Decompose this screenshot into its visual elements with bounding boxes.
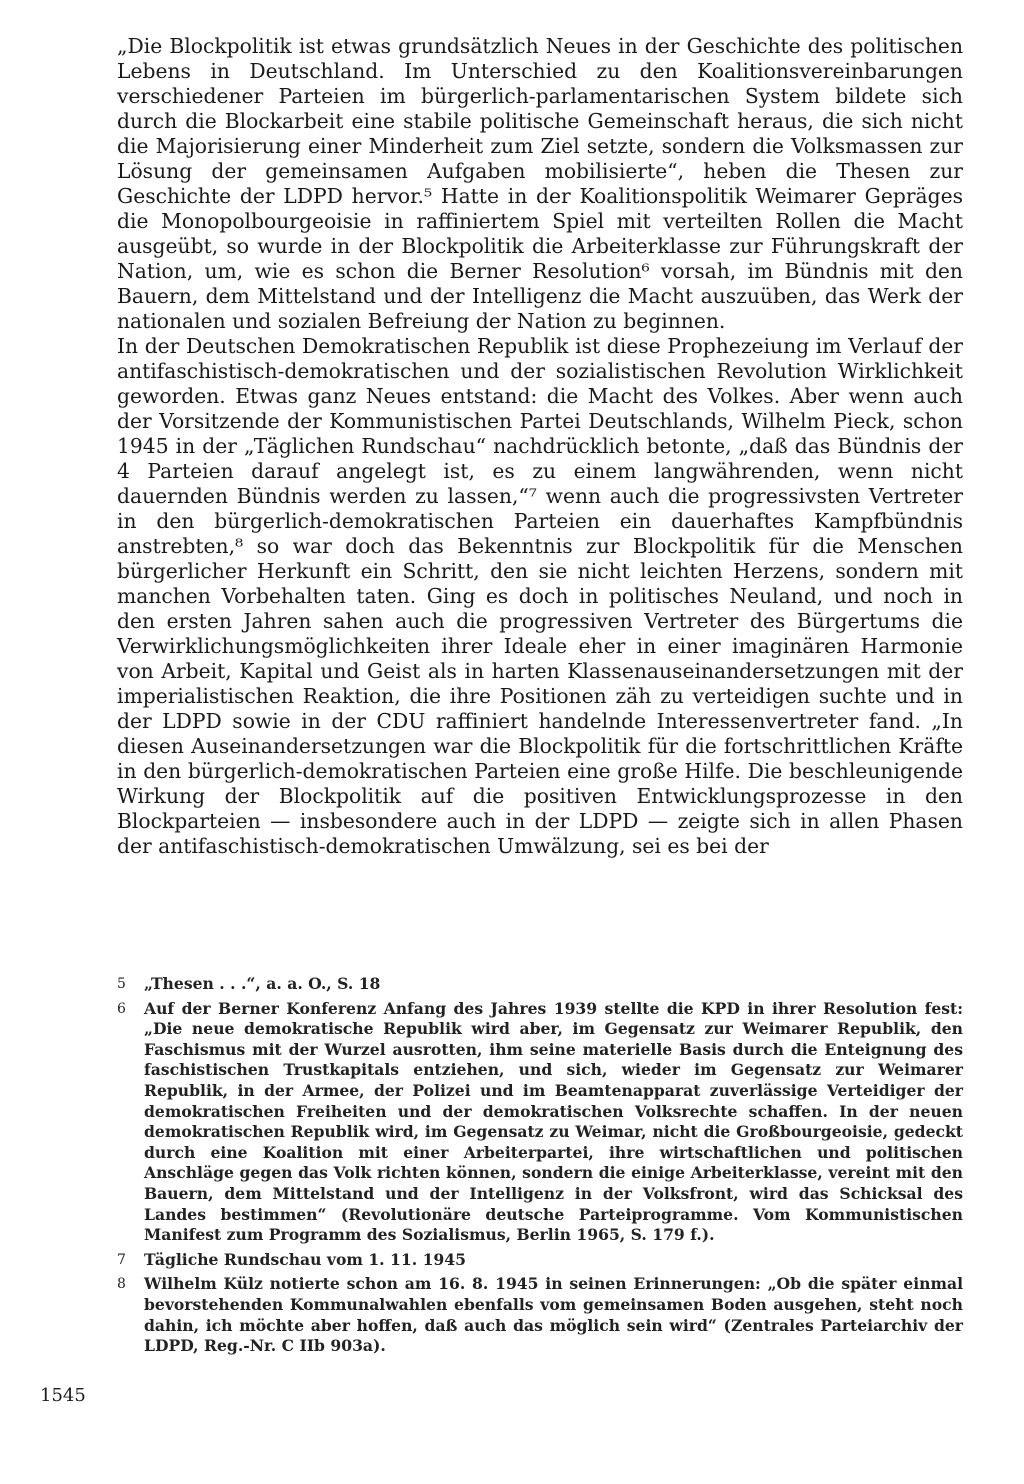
footnote-number: 7	[117, 1251, 126, 1268]
footnote-6	[117, 999, 963, 1246]
footnote-8	[117, 1274, 963, 1356]
main-text	[117, 34, 963, 859]
paragraph-1: „Die Blockpolitik ist etwas grundsätzlich Neues in der Geschichte des politischen Lebens in Deutschland. Im Unterschied zu den Koalitionsvereinbarungen verschiedener Parteien im bürgerlich-parlamentarischen System bildete sich durch die Blockarbeit eine stabile politische Gemeinschaft heraus, die sich nicht die Majorisierung einer Minderheit zum Ziel setzte, sondern die Volksmassen zur Lösung der gemeinsamen Aufgaben mobilisierte“, heben die Thesen zur Geschichte der LDPD hervor.⁵ Hatte in der Koalitionspolitik Weimarer Gepräges die Monopolbourgeoisie in raffiniertem Spiel mit verteilten Rollen die Macht ausgeübt, so wurde in der Blockpolitik die Arbeiterklasse zur Führungskraft der Nation, um, wie es schon die Berner Resolution⁶ vorsah, im Bündnis mit den Bauern, dem Mittelstand und der Intelligenz die Macht auszuüben, das Werk der nationalen und sozialen Befreiung der Nation zu beginnen.	[117, 34, 963, 333]
footnote-text: Tägliche Rundschau vom 1. 11. 1945	[144, 1249, 466, 1269]
footnote-text: Auf der Berner Konferenz Anfang des Jahres 1939 stellte die KPD in ihrer Resolution fest: „Die neue demokratische Republik wird aber, im Gegensatz zur Weimarer Republik, den Faschismus mit der Wurzel ausrotten, ihm seine materielle Basis durch die Enteignung des faschistischen Trustkapitals entziehen, und sich, wieder im Gegensatz zur Weimarer Republik, in der Armee, der Polizei und im Beamtenapparat zuverlässige Verteidiger der demokratischen Freiheiten und der demokratischen Volksrechte schaffen. In der neuen demokratischen Republik wird, im Gegensatz zu Weimar, nicht die Großbourgeoisie, gedeckt durch eine Koalition mit einer Arbeiterpartei, ihre wirtschaftlichen und politischen Anschläge gegen das Volk richten können, sondern die einige Arbeiterklasse, vereint mit den Bauern, dem Mittelstand und der Intelligenz in der Volksfront, wird das Schicksal des Landes bestimmen“ (Revolutionäre deutsche Parteiprogramme. Vom Kommunistischen Manifest zum Programm des Sozialismus, Berlin 1965, S. 179 f.).	[144, 998, 963, 1245]
footnotes	[117, 974, 963, 1361]
footnote-text: „Thesen . . .“, a. a. O., S. 18	[144, 974, 381, 993]
footnote-number: 6	[117, 1000, 126, 1017]
footnote-number: 8	[117, 1276, 126, 1293]
page-number: 1545	[40, 1385, 86, 1406]
footnote-5	[117, 974, 963, 995]
paragraph-2: In der Deutschen Demokratischen Republik ist diese Prophezeiung im Verlauf der antifaschistisch-demokratischen und der sozialistischen Revolution Wirklichkeit geworden. Etwas ganz Neues entstand: die Macht des Volkes. Aber wenn auch der Vorsitzende der Kommunistischen Partei Deutschlands, Wilhelm Pieck, schon 1945 in der „Täglichen Rundschau“ nachdrücklich betonte, „daß das Bündnis der 4 Parteien darauf angelegt ist, es zu einem langwährenden, wenn nicht dauernden Bündnis werden zu lassen,“⁷ wenn auch die progressivsten Vertreter in den bürgerlich-demokratischen Parteien ein dauerhaftes Kampfbündnis anstrebten,⁸ so war doch das Bekenntnis zur Blockpolitik für die Menschen bürgerlicher Herkunft ein Schritt, den sie nicht leichten Herzens, sondern mit manchen Vorbehalten taten. Ging es doch in politisches Neuland, und noch in den ersten Jahren sahen auch die progressiven Vertreter des Bürgertums die Verwirklichungsmöglichkeiten ihrer Ideale eher in einer imaginären Harmonie von Arbeit, Kapital und Geist als in harten Klassenauseinandersetzungen mit der imperialistischen Reaktion, die ihre Positionen zäh zu verteidigen suchte und in der LDPD sowie in der CDU raffiniert handelnde Interessenvertreter fand. „In diesen Auseinandersetzungen war die Blockpolitik für die fortschrittlichen Kräfte in den bürgerlich-demokratischen Parteien eine große Hilfe. Die beschleunigende Wirkung der Blockpolitik auf die positiven Entwicklungsprozesse in den Blockparteien — insbesondere auch in der LDPD — zeigte sich in allen Phasen der antifaschistisch-demokratischen Umwälzung, sei es bei der	[117, 334, 963, 858]
footnote-text: Wilhelm Külz notierte schon am 16. 8. 1945 in seinen Erinnerungen: „Ob die später einmal bevorstehenden Kommunalwahlen ebenfalls vom gemeinsamen Boden ausgehen, steht noch dahin, ich möchte aber hoffen, daß auch das möglich sein wird“ (Zentrales Parteiarchiv der LDPD, Reg.-Nr. C IIb 903a).	[144, 1274, 963, 1356]
footnote-7	[117, 1250, 963, 1271]
footnote-number: 5	[117, 976, 126, 992]
